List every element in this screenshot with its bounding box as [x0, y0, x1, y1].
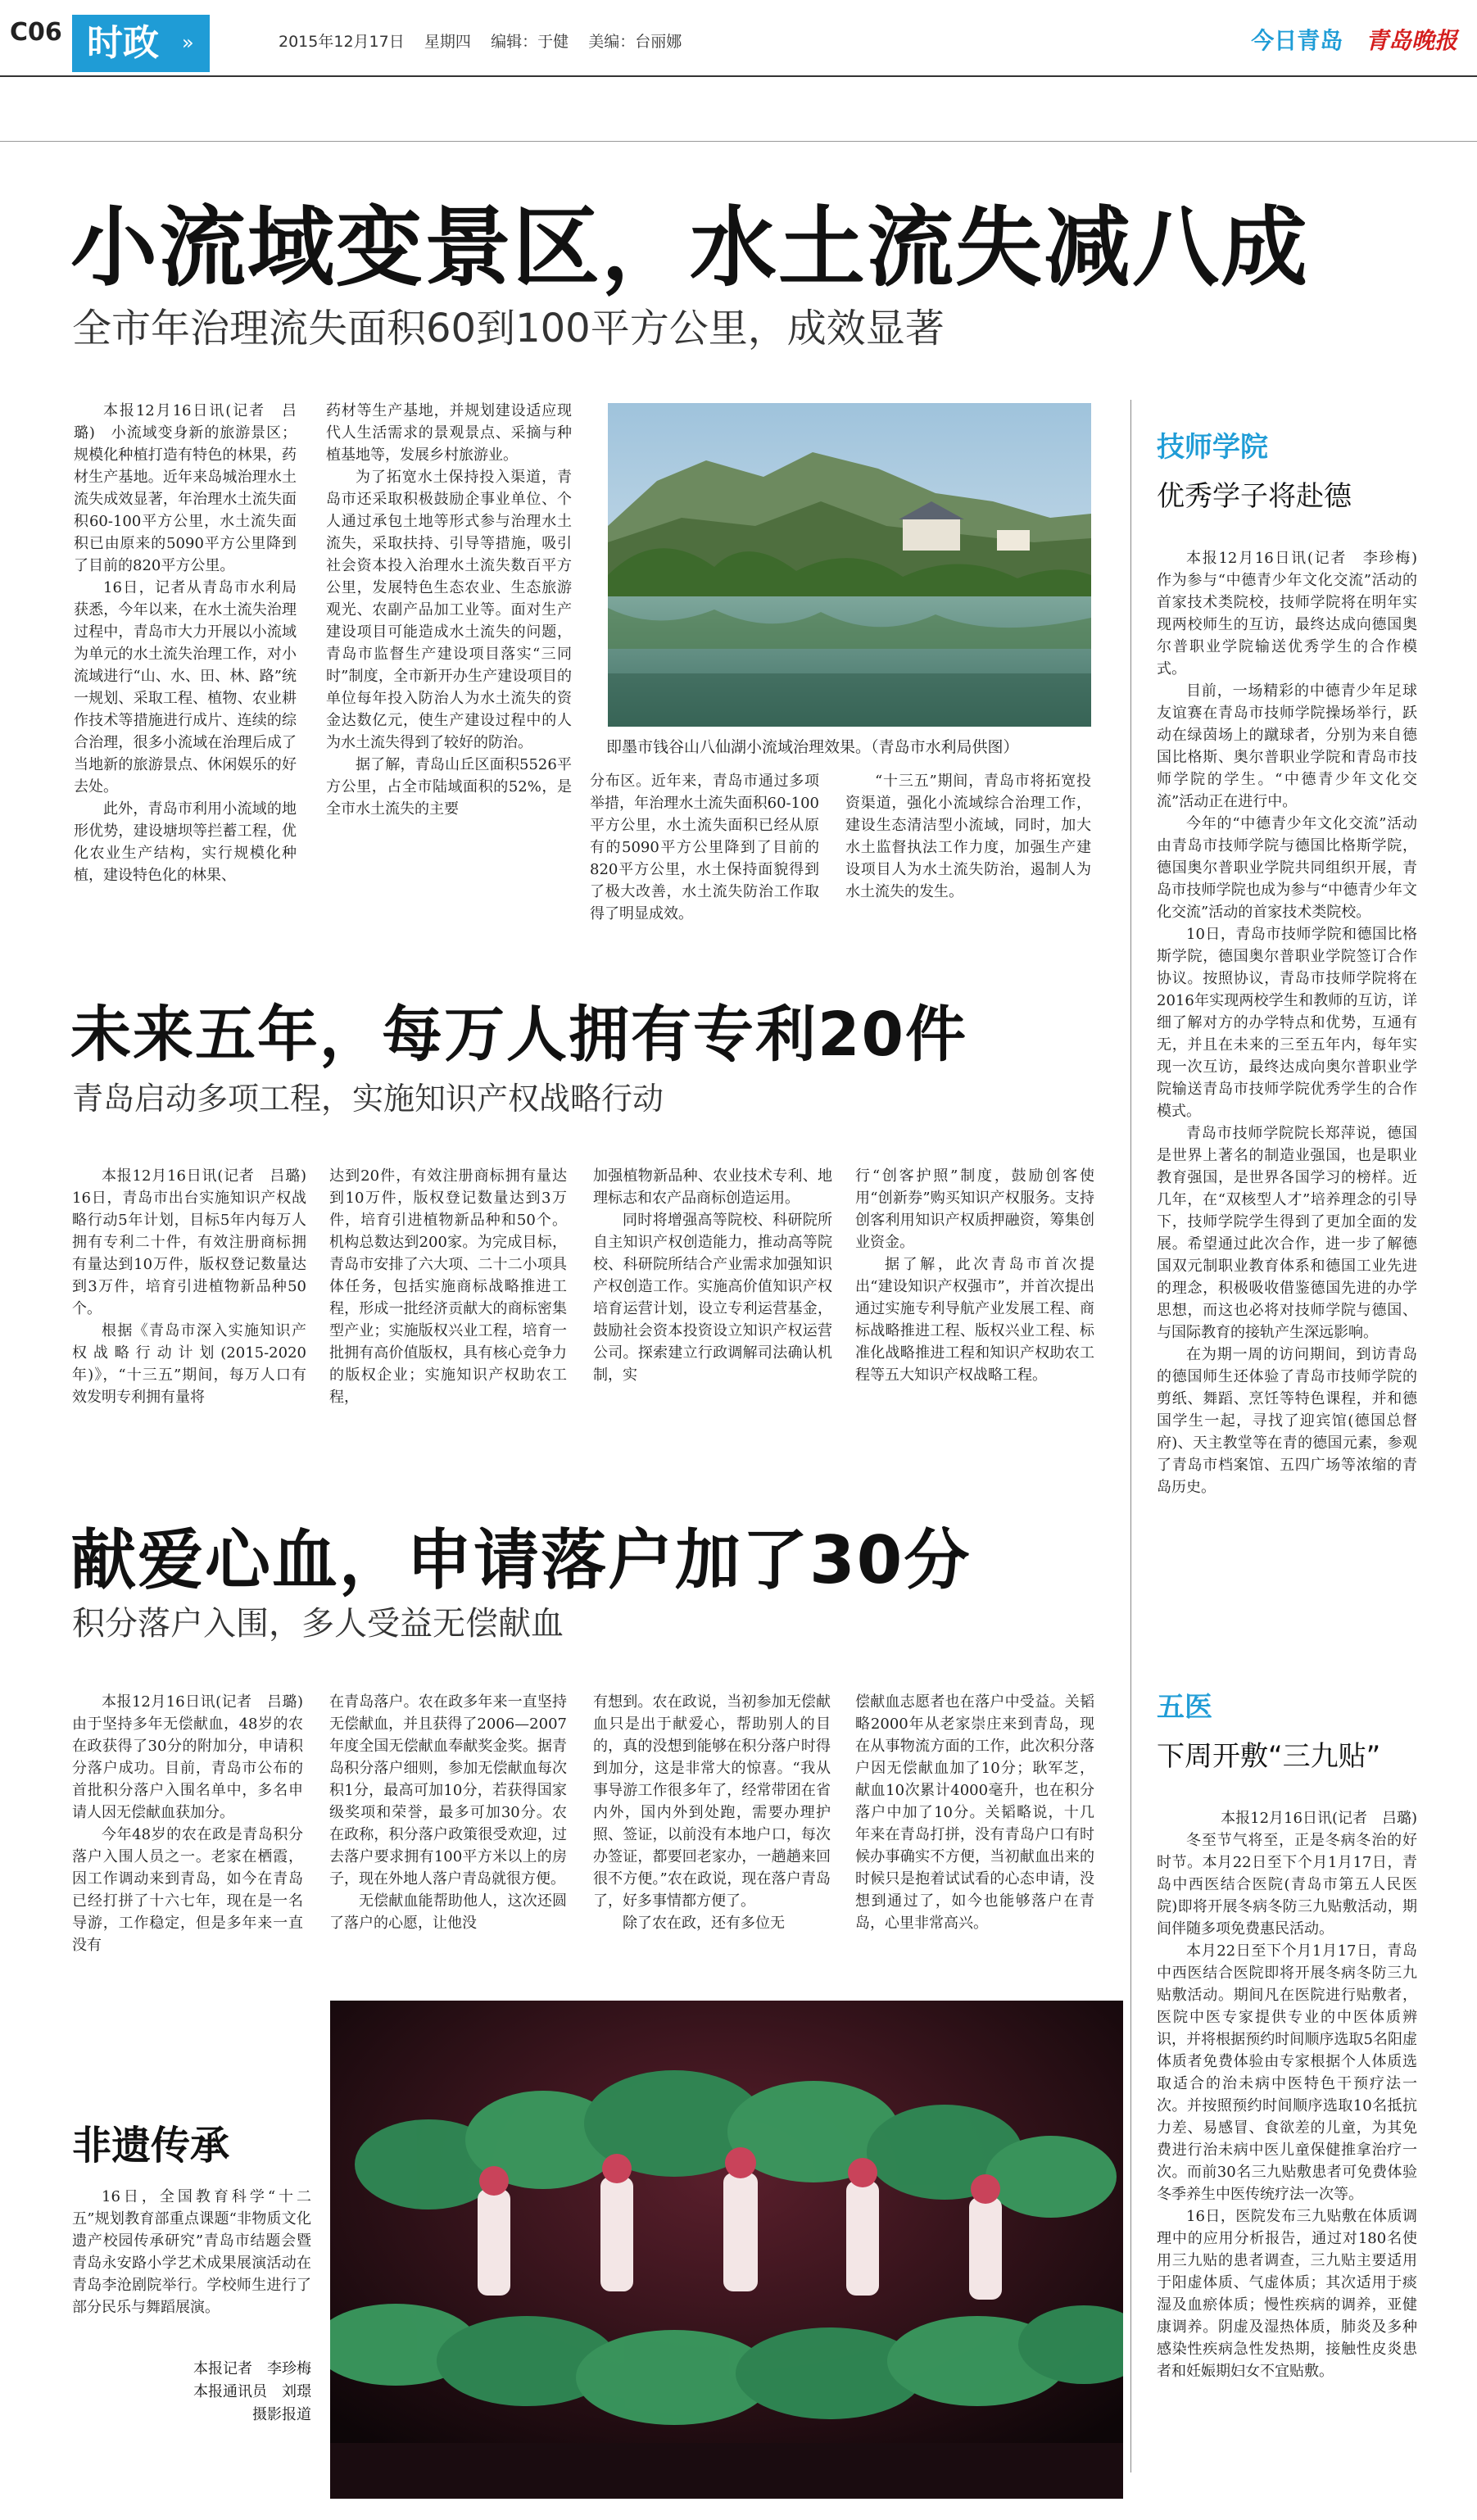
paragraph: 10日，青岛市技师学院和德国比格斯学院，德国奥尔普职业学院签订合作协议。按照协议，青岛市技师学院将在2016年实现两校学生和教师的互访，详细了解对方的办学特点和优势，互通有无，并且在未来的三至五年内，每年实现一次互访，最终达成向奥尔普职业学院输送青岛市技师学院优秀学生的合作模式。	[1157, 926, 1417, 1120]
paragraph: 本报12月16日讯(记者 吕璐) 16日，青岛市出台实施知识产权战略行动5年计划，目标5年内每万人拥有专利二十件，有效注册商标拥有量达到10万件，版权登记数量达到3万件，培育引进植物新品种50个。	[72, 1167, 321, 1317]
article2-col2	[329, 1165, 567, 1408]
article2-col4	[855, 1165, 1094, 1386]
paragraph: 今年48岁的农在政是青岛积分落户入围人员之一。老家在栖霞，因工作调动来到青岛，如今在青岛已经打拼了十六七年，现在是一名导游，工作稳定，但是多年来一直没有	[72, 1826, 303, 1954]
article1-col2	[326, 400, 572, 820]
paragraph: 同时将增强高等院校、科研院所自主知识产权创造能力，推动高等院校、科研院所结合产业需求加强知识产权创造工作。实施高价值知识产权培育运营计划，设立专利运营基金，鼓励社会资本投资设立知识产权运营公司。探索建立行政调解司法确认机制，实	[593, 1212, 832, 1384]
dance-photo-image	[330, 2001, 1123, 2499]
article3-col3	[593, 1691, 831, 1934]
article1-col3	[590, 770, 819, 925]
header-brand	[1251, 23, 1457, 56]
paragraph: 除了农在政，还有多位无	[623, 1915, 785, 1932]
dance-photo	[330, 2001, 1123, 2499]
side2-body	[1157, 1807, 1417, 2382]
article1-col4	[845, 770, 1091, 903]
paragraph: 分布区。近年来，青岛市通过多项举措，年治理水土流失面积60-100平方公里，水土流失面积已经从原有的5090平方公里降到了目前的820平方公里，水土保持面貌得到了极大改善，水土流失防治工作取得了明显成效。	[590, 773, 819, 922]
paragraph: 16日，医院发布三九贴敷在体质调理中的应用分析报告，通过对180名使用三九贴的患者调查，三九贴主要适用于阳虚体质、气虚体质；其次适用于痰湿及血瘀体质；慢性疾病的调养，亚健康调养。阴虚及湿热体质，肺炎及多种感染性疾病急性发热期，接触性皮炎患者和妊娠期妇女不宜贴敷。	[1157, 2208, 1417, 2380]
paragraph: 达到20件，有效注册商标拥有量达到10万件，版权登记数量达到3万件，培育引进植物新品种和50个。机构总数达到200家。为完成目标，青岛市安排了六大项、二十二小项具体任务，包括实施商标战略推进工程，形成一批经济贡献大的商标密集型产业；实施版权兴业工程，培育一批拥有高价值版权，具有核心竞争力的版权企业；实施知识产权助农工程，	[329, 1167, 567, 1406]
paragraph: 冬至节气将至，正是冬病冬治的好时节。本月22日至下个月1月17日，青岛中西医结合医院(青岛市第五人民医院)即将开展冬病冬防三九贴敷活动，期间伴随多项免费惠民活动。	[1157, 1832, 1417, 1938]
article2-col1	[72, 1165, 321, 1408]
side1-body	[1157, 547, 1432, 1498]
side1-title: 优秀学子将赴德	[1157, 480, 1352, 513]
paragraph: “十三五”期间，青岛市将拓宽投资渠道，强化小流域综合治理工作，建设生态清洁型小流域，同时，加大水土监督执法工作力度，加强生产建设项目人为水土流失防治，遏制人为水土流失的发生。	[845, 773, 1091, 900]
column-divider	[1130, 400, 1131, 2472]
photo-caption: 即墨市钱谷山八仙湖小流域治理效果。（青岛市水利局供图）	[606, 738, 1019, 756]
header-meta	[279, 29, 682, 52]
weekday: 星期四	[424, 33, 471, 51]
paragraph: 16日，全国教育科学“十二五”规划教育部重点课题“非物质文化遗产校园传承研究”青岛市结题会暨青岛永安路小学艺术成果展演活动在青岛李沧剧院举行。学校师生进行了部分民乐与舞蹈展演。	[72, 2188, 311, 2316]
paragraph: 根据《青岛市深入实施知识产权战略行动计划(2015-2020年)》，“十三五”期间，每万人口有效发明专利拥有量将	[72, 1322, 306, 1406]
article3-subtitle: 积分落户入围，多人受益无偿献血	[72, 1605, 564, 1643]
article2-col3	[593, 1165, 832, 1386]
side2-kicker: 五医	[1157, 1691, 1212, 1724]
article3-title: 献爱心血，申请落户加了30分	[70, 1522, 972, 1598]
article3-col4	[855, 1691, 1094, 1934]
paragraph: 本报12月16日讯(记者 吕璐) 由于坚持多年无偿献血，48岁的农在政获得了30分的附加分，申请积分落户成功。目前，青岛市公布的首批积分落户入围名单中，多名申请人因无偿献血获加分。	[72, 1693, 318, 1821]
paragraph: 目前，一场精彩的中德青少年足球友谊赛在青岛市技师学院操场举行，跃动在绿茵场上的蹴球者，分别为来自德国比格斯、奥尔普职业学院和青岛市技师学院的学生。“中德青少年文化交流”活动正在进行中。	[1157, 682, 1417, 810]
paragraph: 青岛市技师学院院长郑萍说，德国是世界上著名的制造业强国，也是职业教育强国，是世界各国学习的榜样。近几年，在“双核型人才”培养理念的引导下，技师学院学生得到了更加全面的发展。希望通过此次合作，进一步了解德国双元制职业教育体系和德国工业先进的理念，积极吸收借鉴德国先进的办学思想，而这也必将对技师学院与德国、与国际教育的接轨产生深远影响。	[1157, 1125, 1417, 1341]
credit-line: 本报通讯员 刘璟	[193, 2383, 311, 2400]
paragraph: 此外，青岛市利用小流域的地形优势，建设塘坝等拦蓄工程，优化农业生产结构，实行规模化种植，建设特色化的林果、	[74, 800, 297, 884]
credit-line: 本报记者 李珍梅	[193, 2360, 311, 2377]
paragraph: 本报12月16日讯(记者 吕璐)	[1221, 1810, 1417, 1827]
paragraph: 今年的“中德青少年文化交流”活动由青岛市技师学院与德国比格斯学院，德国奥尔普职业学院共同组织开展，青岛市技师学院也成为参与“中德青少年文化交流”活动的首家技术类院校。	[1157, 815, 1417, 921]
section-label: 时政	[72, 15, 210, 72]
lake-photo	[608, 403, 1091, 727]
paragraph: 偿献血志愿者也在落户中受益。关韬略2000年从老家崇庄来到青岛，现在从事物流方面的工作，此次积分落户因无偿献血加了10分；耿军芝，献血10次累计4000毫升，也在积分落户中加了10分。关韬略说，十几年来在青岛打拼，没有青岛户口有时候办事确实不方便，当初献血出来的时候只是抱着试试看的心态申请，没想到通过了，如今也能够落户在青岛，心里非常高兴。	[855, 1693, 1094, 1932]
feature-title: 非遗传承	[72, 2123, 230, 2169]
header-rule-thin	[0, 141, 1477, 142]
article1-subtitle: 全市年治理流失面积60到100平方公里，成效显著	[72, 306, 945, 351]
paragraph: 本报12月16日讯(记者 李珍梅) 作为参与“中德青少年文化交流”活动的首家技术类院校，技师学院将在明年实现两校师生的互访，最终达成向德国奥尔普职业学院输送优秀学生的合作模式。	[1157, 550, 1432, 678]
header-rule	[0, 75, 1477, 77]
today-label: 今日青岛	[1251, 27, 1343, 54]
paragraph: 16日，记者从青岛市水利局获悉，今年以来，在水土流失治理过程中，青岛市大力开展以小流域为单元的水土流失治理工作，对小流域进行“山、水、田、林、路”统一规划、采取工程、植物、农业耕作技术等措施进行成片、连续的综合治理，很多小流域在治理后成了当地新的旅游景点、休闲娱乐的好去处。	[74, 579, 297, 795]
article3-col1	[72, 1691, 318, 1956]
designer: 美编：台丽娜	[588, 33, 682, 51]
paragraph: 本报12月16日讯(记者 吕璐) 小流域变身新的旅游景区；规模化种植打造有特色的林果，药材生产基地。近年来岛城治理水土流失成效显著，年治理水土流失面积60-100平方公里，水土流失面积已由原来的5090平方公里降到了目前的820平方公里。	[74, 402, 297, 574]
paragraph: 无偿献血能帮助他人，这次还圆了落户的心愿，让他没	[329, 1892, 567, 1932]
editor: 编辑：于健	[491, 33, 569, 51]
lake-photo-image	[608, 403, 1091, 727]
paragraph: 行“创客护照”制度，鼓励创客使用“创新券”购买知识产权服务。支持创客利用知识产权质押融资，筹集创业资金。	[855, 1167, 1094, 1251]
side2-title: 下周开敷“三九贴”	[1157, 1740, 1381, 1773]
paragraph: 药材等生产基地，并规划建设适应现代人生活需求的景观景点、采摘与种植基地等，发展乡村旅游业。	[326, 402, 572, 464]
paragraph: 本月22日至下个月1月17日，青岛中西医结合医院即将开展冬病冬防三九贴敷活动。期间凡在医院进行贴敷者，医院中医专家提供专业的中医体质辨识，并将根据预约时间顺序选取5名阳虚体质者免费体验由专家根据个人体质选取适合的治未病中医特色干预疗法一次。并按照预约时间顺序选取10名抵抗力差、易感冒、食欲差的儿童，为其免费进行治未病中医儿童保健推拿治疗一次。而前30名三九贴敷患者可免费体验冬季养生中医传统疗法一次等。	[1157, 1942, 1417, 2203]
side1-kicker: 技师学院	[1157, 431, 1268, 464]
article2-subtitle: 青岛启动多项工程，实施知识产权战略行动	[72, 1081, 664, 1117]
article1-col1	[74, 400, 297, 886]
feature-credits	[98, 2358, 311, 2427]
paragraph: 为了拓宽水土保持投入渠道，青岛市还采取积极鼓励企事业单位、个人通过承包土地等形式参与治理水土流失，采取扶持、引导等措施，吸引社会资本投入治理水土流失数百平方公里，发展特色生态农业、生态旅游观光、农副产品加工业等。面对生产建设项目可能造成水土流失的问题，青岛市监督生产建设项目落实“三同时”制度，全市新开办生产建设项目的单位每年投入防治人为水土流失的资金达数亿元，使生产建设过程中的人为水土流失得到了较好的防治。	[326, 469, 572, 751]
article1-title: 小流域变景区，水土流失减八成	[70, 197, 1309, 298]
paragraph: 加强植物新品种、农业技术专利、地理标志和农产品商标创造运用。	[593, 1167, 832, 1207]
paragraph: 在青岛落户。农在政多年来一直坚持无偿献血，并且获得了2006—2007年度全国无偿献血奉献奖金奖。据青岛积分落户细则，参加无偿献血每次积1分，最高可加10分，若获得国家级奖项和荣誉，最多可加30分。农在政称，积分落户政策很受欢迎，过去落户要求拥有100平方米以上的房子，现在外地人落户青岛就很方便。	[329, 1693, 567, 1888]
article3-col2	[329, 1691, 567, 1934]
feature-text	[72, 2186, 311, 2318]
paragraph: 在为期一周的访问期间，到访青岛的德国师生还体验了青岛市技师学院的剪纸、舞蹈、烹饪等特色课程，并和德国学生一起，寻找了迎宾馆(德国总督府)、天主教堂等在青的德国元素，参观了青岛市档案馆、五四广场等浓缩的青岛历史。	[1157, 1346, 1417, 1496]
credit-line: 摄影报道	[252, 2406, 311, 2423]
page-number: C06	[10, 18, 62, 47]
chevron-right-icon: »	[182, 31, 194, 54]
brand-logo: 青岛晚报	[1365, 27, 1457, 54]
paragraph: 有想到。农在政说，当初参加无偿献血只是出于献爱心，帮助别人的目的，真的没想到能够在积分落户时得到加分，这是非常大的惊喜。“我从事导游工作很多年了，经常带团在省内外，国内外到处跑，需要办理护照、签证，以前没有本地户口，每次办签证，都要回老家办，一趟趟来回很不方便。”农在政说，现在落户青岛了，好多事情都方便了。	[593, 1693, 831, 1910]
article2-title: 未来五年，每万人拥有专利20件	[70, 999, 967, 1070]
paragraph: 据了解，青岛山丘区面积5526平方公里，占全市陆域面积的52%，是全市水土流失的主要	[326, 756, 572, 818]
paragraph: 据了解，此次青岛市首次提出“建设知识产权强市”，并首次提出通过实施专利导航产业发展工程、商标战略推进工程、版权兴业工程、标准化战略推进工程和知识产权助农工程等五大知识产权战略工程。	[855, 1256, 1094, 1384]
issue-date: 2015年12月17日	[279, 33, 405, 51]
